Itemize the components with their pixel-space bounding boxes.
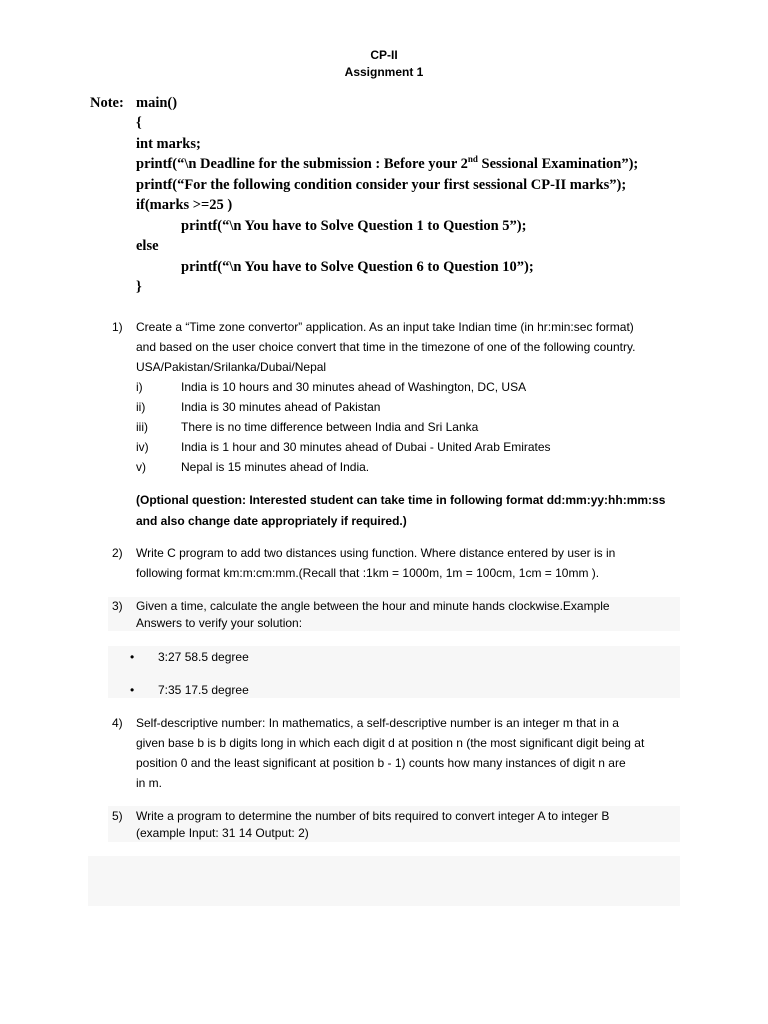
optional-question: and also change date appropriately if required.) <box>136 514 407 528</box>
code-line: printf(“\n You have to Solve Question 6 to Question 10”); <box>181 259 534 275</box>
sub-item-number: v) <box>136 460 146 474</box>
question-text: Answers to verify your solution: <box>136 616 303 630</box>
question-number: 5) <box>112 809 123 823</box>
question-text: Given a time, calculate the angle between the hour and minute hands clockwise.Example <box>136 599 610 613</box>
sub-item-text: India is 1 hour and 30 minutes ahead of Dubai - United Arab Emirates <box>181 440 551 454</box>
question-text: Write a program to determine the number of bits required to convert integer A to integer B <box>136 809 610 823</box>
code-line: else <box>136 238 159 254</box>
code-line: { <box>136 115 142 131</box>
example-answer: 7:35 17.5 degree <box>158 683 249 697</box>
code-line-deadline: printf(“\n Deadline for the submission : Before your 2nd Sessional Examination”); <box>136 154 639 172</box>
question-text: in m. <box>136 776 163 790</box>
sub-item-text: Nepal is 15 minutes ahead of India. <box>181 460 370 474</box>
question-text: (example Input: 31 14 Output: 2) <box>136 826 309 840</box>
bullet-icon: • <box>130 683 135 697</box>
code-line: printf(“For the following condition consider your first sessional CP-II marks”); <box>136 177 627 193</box>
optional-question: (Optional question: Interested student can take time in following format dd:mm:yy:hh:mm:ss <box>136 493 666 507</box>
sub-item-number: iv) <box>136 440 149 454</box>
question-number: 3) <box>112 599 123 613</box>
sub-item-number: i) <box>136 380 143 394</box>
note-label: Note: <box>90 95 124 111</box>
bullet-icon: • <box>130 650 135 664</box>
question-text: Self-descriptive number: In mathematics, a self-descriptive number is an integer m that in a <box>136 716 619 730</box>
question-text: Write C program to add two distances using function. Where distance entered by user is in <box>136 546 616 560</box>
sub-item-text: India is 10 hours and 30 minutes ahead of Washington, DC, USA <box>181 380 527 394</box>
code-line: int marks; <box>136 136 201 152</box>
code-line: if(marks >=25 ) <box>136 197 233 213</box>
code-line: } <box>136 279 142 295</box>
question-text: Create a “Time zone convertor” application. As an input take Indian time (in hr:min:sec format) <box>136 320 634 334</box>
sub-item-text: There is no time difference between India and Sri Lanka <box>181 420 479 434</box>
sub-item-text: India is 30 minutes ahead of Pakistan <box>181 400 381 414</box>
code-line: printf(“\n You have to Solve Question 1 to Question 5”); <box>181 218 527 234</box>
sub-item-number: iii) <box>136 420 148 434</box>
question-text: given base b is b digits long in which each digit d at position n (the most significant digit being at <box>136 736 645 750</box>
question-text: following format km:m:cm:mm.(Recall that :1km = 1000m, 1m = 100cm, 1cm = 10mm ). <box>136 566 600 580</box>
question-number: 4) <box>112 716 123 730</box>
assignment-title: Assignment 1 <box>344 65 424 79</box>
question-text: USA/Pakistan/Srilanka/Dubai/Nepal <box>136 360 327 374</box>
example-answer: 3:27 58.5 degree <box>158 650 249 664</box>
course-title: CP-II <box>370 48 398 62</box>
sub-item-number: ii) <box>136 400 146 414</box>
question-number: 1) <box>112 320 123 334</box>
question-number: 2) <box>112 546 123 560</box>
question-text: position 0 and the least significant at position b - 1) counts how many instances of digit n are <box>136 756 626 770</box>
question-text: and based on the user choice convert that time in the timezone of one of the following country. <box>136 340 636 354</box>
code-line: main() <box>136 95 178 111</box>
empty-shaded-box <box>88 856 680 906</box>
